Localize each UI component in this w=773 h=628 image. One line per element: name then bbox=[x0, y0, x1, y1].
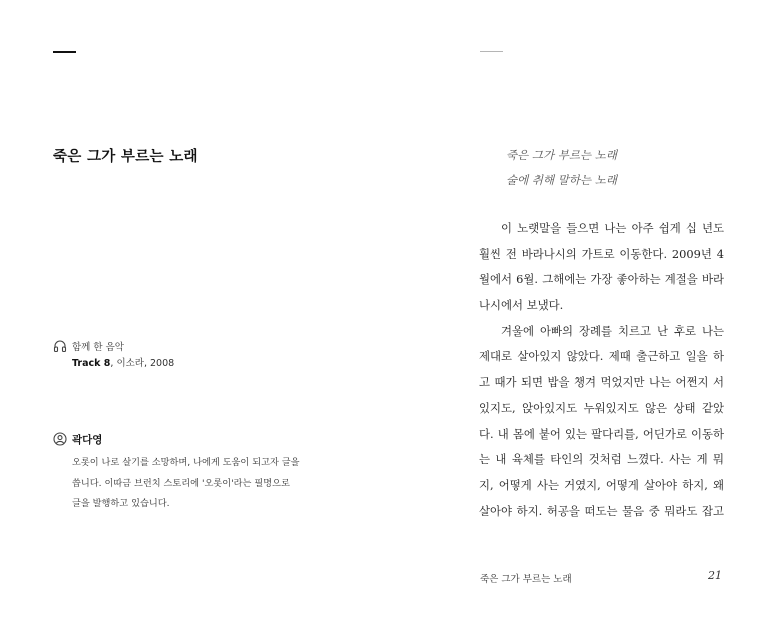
author-bio-line: 씁니다. 이따금 브런치 스토리에 '오롯이'라는 필명으로 bbox=[72, 477, 290, 489]
epigraph-line: 술에 취해 말하는 노래 bbox=[506, 173, 617, 187]
epigraph bbox=[506, 143, 617, 193]
author-name: 곽다영 bbox=[72, 434, 103, 446]
person-icon bbox=[53, 432, 67, 446]
body-text bbox=[479, 216, 724, 524]
music-track bbox=[72, 355, 174, 369]
body-line: 나시에서 보냈다. bbox=[479, 298, 564, 313]
music-label: 함께 한 음악 bbox=[72, 342, 124, 353]
body-line: 겨울에 아빠의 장례를 치르고 난 후로 나는 bbox=[501, 323, 724, 338]
track-number: Track 8 bbox=[72, 358, 111, 369]
body-line: 는 내 육체를 타인의 것처럼 느꼈다. 사는 게 뭐 bbox=[479, 452, 724, 467]
body-line: 훨씬 전 바라나시의 가트로 이동한다. 2009년 4 bbox=[479, 246, 724, 261]
author-bio bbox=[72, 453, 317, 515]
track-details: , 이소라, 2008 bbox=[110, 358, 175, 369]
body-line: 제대로 살아있지 않았다. 제때 출근하고 일을 하 bbox=[479, 349, 724, 364]
body-line: 다. 내 몸에 붙어 있는 팔다리를, 어딘가로 이동하 bbox=[479, 426, 724, 441]
body-line: 월에서 6월. 그해에는 가장 좋아하는 계절을 바라 bbox=[479, 272, 724, 287]
body-line: 고 때가 되면 밥을 챙겨 먹었지만 나는 어쩐지 서 bbox=[479, 375, 724, 390]
running-title: 죽은 그가 부르는 노래 bbox=[480, 574, 572, 585]
epigraph-line: 죽은 그가 부르는 노래 bbox=[506, 148, 617, 162]
body-line: 지, 어떻게 사는 거였지, 어떻게 살아야 하지, 왜 bbox=[479, 477, 724, 492]
body-line: 이 노랫말을 들으면 나는 아주 쉽게 십 년도 bbox=[501, 221, 724, 235]
author-bio-line: 오롯이 나로 살기를 소망하며, 나에게 도움이 되고자 글을 bbox=[72, 457, 300, 468]
author-bio-line: 글을 발행하고 있습니다. bbox=[72, 498, 170, 509]
page-number: 21 bbox=[708, 569, 722, 582]
chapter-title: 죽은 그가 부르는 노래 bbox=[53, 149, 198, 165]
headphones-icon bbox=[53, 339, 67, 353]
body-line: 있지도, 앉아있지도 누워있지도 않은 상태 같았 bbox=[479, 400, 724, 415]
top-rule-right bbox=[480, 51, 503, 52]
top-rule-left bbox=[53, 51, 76, 53]
body-line: 살아야 하지. 허공을 떠도는 물음 중 뭐라도 잡고 bbox=[479, 503, 724, 518]
